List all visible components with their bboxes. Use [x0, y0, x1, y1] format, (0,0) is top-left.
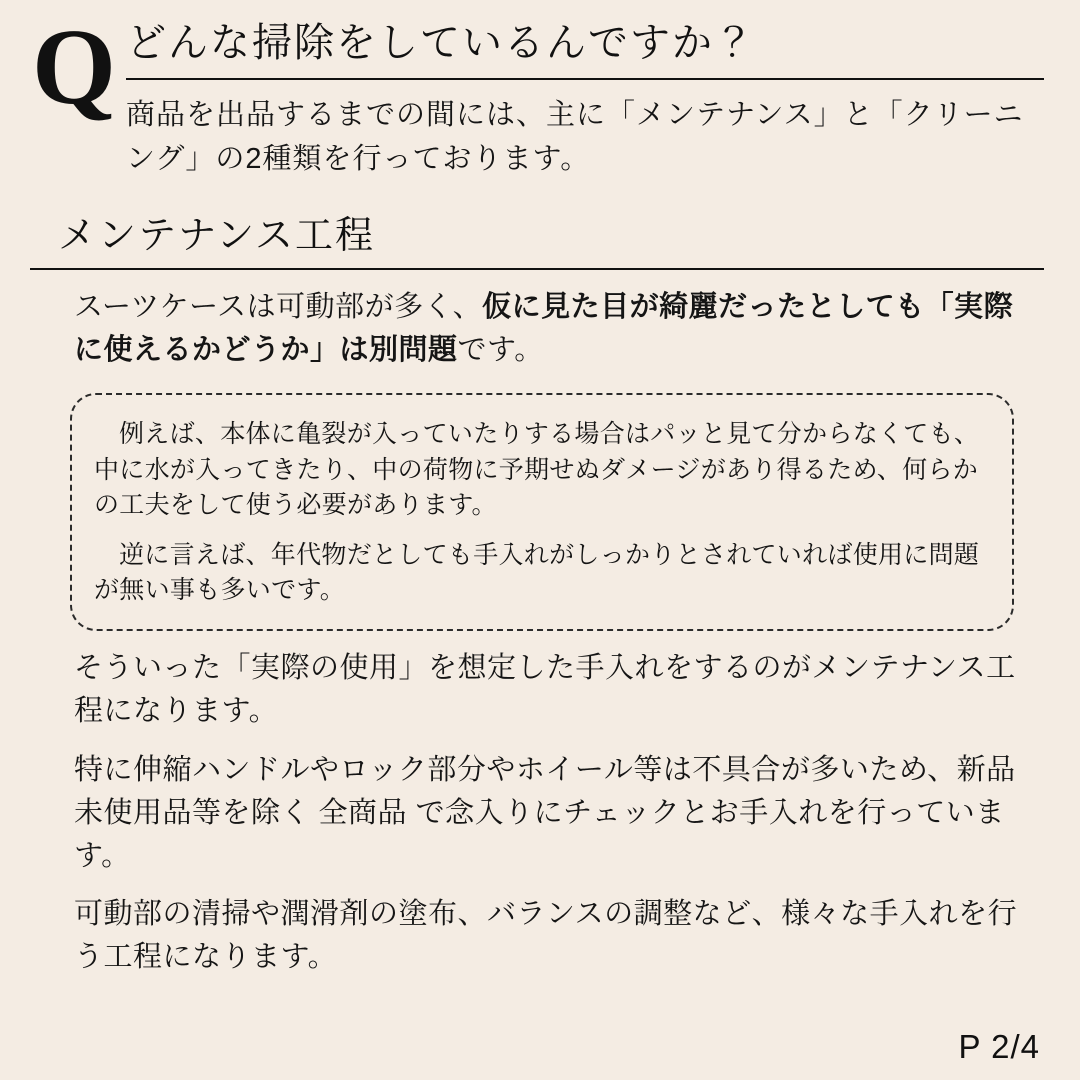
question-marker: Q — [32, 8, 117, 127]
note-paragraph-1: 例えば、本体に亀裂が入っていたりする場合はパッと見て分からなくても、中に水が入ってきたり、中の荷物に予期せぬダメージがあり得るため、何らかの工夫をして使う必要があります。 — [94, 420, 980, 520]
question-title: どんな掃除をしているんですか？ — [126, 18, 1044, 80]
page-number: P 2/4 — [958, 1028, 1040, 1065]
lead-text-plain-end: です。 — [457, 333, 544, 366]
lead-text-bold: 仮に見た目が綺麗だったとしても「実際に使えるかどうか」は別問題 — [74, 290, 1014, 366]
section-heading: メンテナンス工程 — [30, 214, 1044, 270]
body-paragraph-1: そういった「実際の使用」を想定した手入れをするのがメンテナンス工程になります。 — [74, 651, 1016, 727]
lead-text-plain-start: スーツケースは可動部が多く、 — [74, 290, 483, 323]
question-answer-text: 商品を出品するまでの間には、主に「メンテナンス」と「クリーニング」の2種類を行っております。 — [126, 99, 1024, 175]
note-paragraph-2: 逆に言えば、年代物だとしても手入れがしっかりとされていれば使用に問題が無い事も多いです。 — [94, 540, 980, 605]
dashed-note-box — [70, 393, 1014, 631]
question-block — [30, 8, 1044, 188]
body-paragraph-2: 特に伸縮ハンドルやロック部分やホイール等は不具合が多いため、新品未使用品等を除く 全商品 で念入りにチェックとお手入れを行っています。 — [74, 753, 1016, 872]
body-paragraph-3: 可動部の清掃や潤滑剤の塗布、バランスの調整など、様々な手入れを行う工程になります。 — [74, 898, 1018, 974]
section-lead-paragraph — [30, 286, 1044, 372]
